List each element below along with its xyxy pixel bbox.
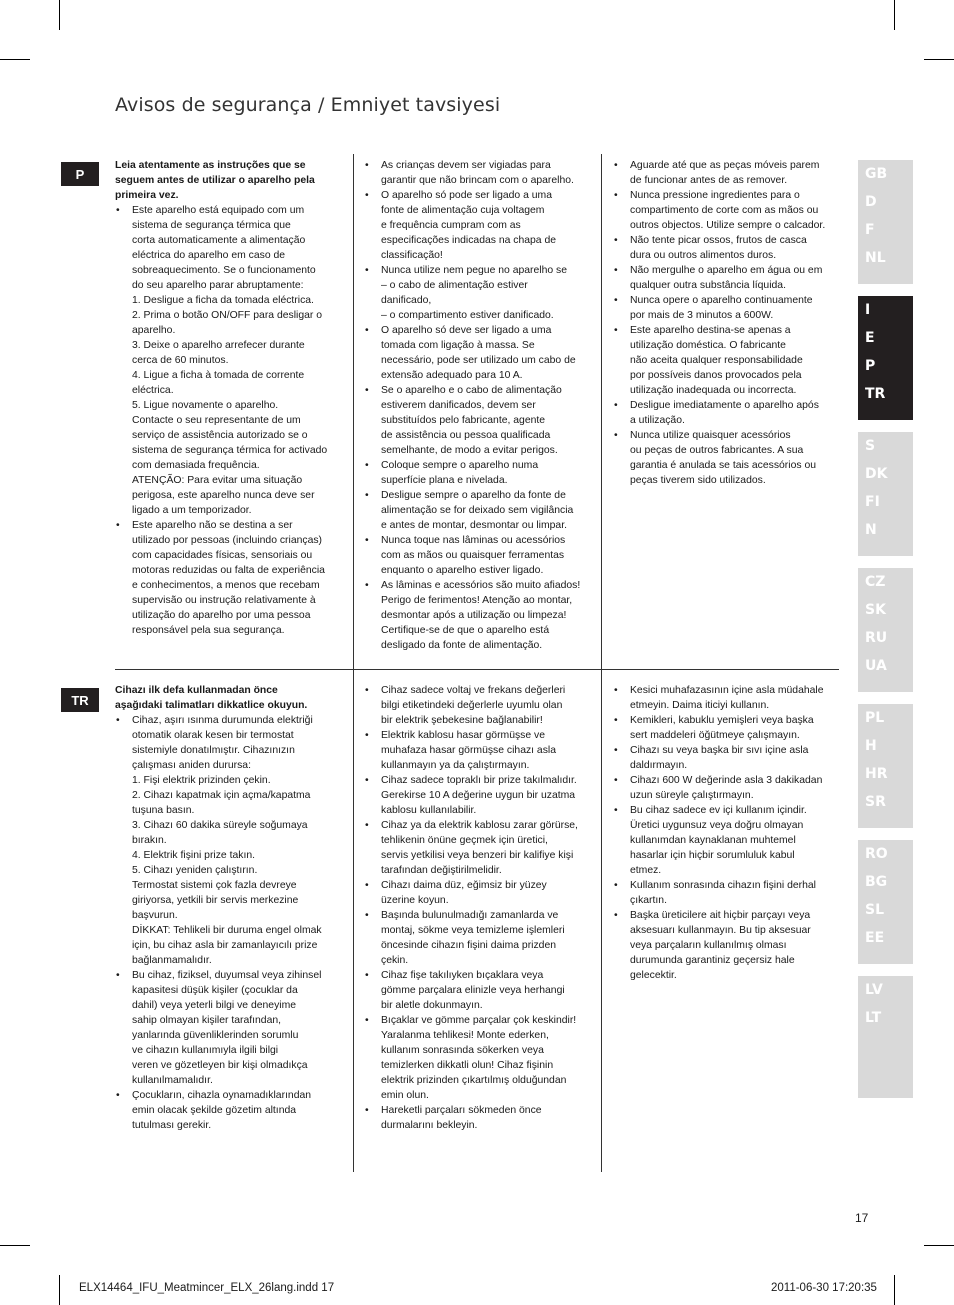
language-code: RU xyxy=(865,630,888,646)
list-item-line: sistema de segurança térmica for activado xyxy=(132,445,328,456)
list-item-line: necessário, pode ser utilizado um cabo de xyxy=(381,355,576,366)
list-item-line: utilização inadequada ou incorrecta. xyxy=(630,385,797,396)
list-item-line: uzun süreyle çalıştırmayın. xyxy=(630,790,754,801)
language-code: TR xyxy=(865,386,886,402)
language-code: P xyxy=(865,358,876,374)
section-p-col-3 xyxy=(613,158,841,488)
language-code: CZ xyxy=(865,574,886,590)
list-item xyxy=(364,1013,592,1103)
language-code: SR xyxy=(865,794,886,810)
list-item xyxy=(613,743,841,773)
list-item-line: garantir que não brincam com o aparelho. xyxy=(381,175,574,186)
list-item-line: supervisão ou instrução relativamente à xyxy=(132,595,316,606)
list-item-line: • Aguarde até que as peças móveis parem xyxy=(630,160,820,171)
page-title: Avisos de segurança / Emniyet tavsiyesi xyxy=(115,94,501,116)
list-item-line: de funcionar antes de as remover. xyxy=(630,175,788,186)
crop-mark xyxy=(924,59,954,60)
list-item-line: ou peças de outros fabricantes. A sua xyxy=(630,445,804,456)
list-item-line: daldırmayın. xyxy=(630,760,688,771)
list-item-line: enquanto o aparelho estiver ligado. xyxy=(381,565,544,576)
list-item-line: estiverem danificados, devem ser xyxy=(381,400,536,411)
list-item-line: durumunda garantiniz geçersiz hale xyxy=(630,955,795,966)
list-item-line: utilização do aparelho por uma pessoa xyxy=(132,610,311,621)
list-item-line: de assistência ou pessoa qualificada xyxy=(381,430,551,441)
list-item-line: Gerekirse 10 A değerine uygun bir uzatma xyxy=(381,790,576,801)
list-item xyxy=(613,878,841,908)
list-item-line: do seu aparelho parar abruptamente: xyxy=(132,280,304,291)
list-item-line: • Cihaz sadece topraklı bir prize takılmalıdır. xyxy=(381,775,577,786)
list-item-line: • Este aparelho está equipado com um xyxy=(132,205,305,216)
list-item-line: e conhecimentos, a menos que recebam xyxy=(132,580,320,591)
list-item-line: com capacidades físicas, sensoriais ou xyxy=(132,550,313,561)
footer-datetime: 2011-06-30 17:20:35 xyxy=(771,1282,877,1294)
list-item-line: desmontar após a utilização ou limpeza! xyxy=(381,610,567,621)
list-item-line: muhafaza hasar görmüşse cihazı asla xyxy=(381,745,556,756)
list-item-line: cerca de 60 minutos. xyxy=(132,355,229,366)
list-item-line: • O aparelho só deve ser ligado a uma xyxy=(381,325,552,336)
section-p-col-2 xyxy=(364,158,592,653)
language-code: H xyxy=(865,738,877,754)
language-code: S xyxy=(865,438,876,454)
list-item xyxy=(364,488,592,533)
list-item-line: aksesuarı kullanmayın. Bu tip aksesuar xyxy=(630,925,811,936)
list-item-line: com as mãos ou quaisquer ferramentas xyxy=(381,550,565,561)
list-item-line: sobreaquecimento. Se o funcionamento xyxy=(132,265,316,276)
list-item-line: etmez. xyxy=(630,865,662,876)
list-item-line: • Başka üreticilere ait hiçbir parçayı veya xyxy=(630,910,811,921)
list-item xyxy=(364,968,592,1013)
list-item-line: – o cabo de alimentação estiver xyxy=(381,280,528,291)
list-item-line: • Kemikleri, kabuklu yemişleri veya başka xyxy=(630,715,814,726)
list-item-line: • Cihazı daima düz, eğimsiz bir yüzey xyxy=(381,880,547,891)
language-code: I xyxy=(865,302,871,318)
list-item-line: öncesinde cihazın fişini daima prizden xyxy=(381,940,557,951)
section-divider xyxy=(115,669,839,670)
bullet-list xyxy=(115,203,343,638)
language-code: N xyxy=(865,522,877,538)
list-item-line: • Başında bulunulmadığı zamanlarda ve xyxy=(381,910,559,921)
list-item xyxy=(115,1088,343,1133)
list-item-line: 4. Ligue a ficha à tomada de corrente xyxy=(132,370,305,381)
list-item-line: • Nunca pressione ingredientes para o xyxy=(630,190,800,201)
list-item-line: 4. Elektrik fişini prize takın. xyxy=(132,850,255,861)
list-item-line: • Não tente picar ossos, frutos de casca xyxy=(630,235,807,246)
list-item-line: tutulması gerekir. xyxy=(132,1120,212,1131)
list-item-line: extensão adequado para 10 A. xyxy=(381,370,523,381)
list-item-line: compartimento de corte com as mãos ou xyxy=(630,205,819,216)
list-item xyxy=(364,728,592,773)
list-item xyxy=(613,428,841,488)
list-item-line: 3. Deixe o aparelho arrefecer durante xyxy=(132,340,305,351)
list-item-line: sistema de segurança térmica que xyxy=(132,220,291,231)
section-label-p: P xyxy=(61,162,99,186)
crop-mark xyxy=(59,1275,60,1305)
list-item-line: • As lâminas e acessórios são muito afiados! xyxy=(381,580,581,591)
list-item-line: 3. Cihazı 60 dakika süreyle soğumaya xyxy=(132,820,308,831)
list-item xyxy=(364,878,592,908)
list-item-line: peças tiverem sido utilizados. xyxy=(630,475,766,486)
list-item-line: a utilização. xyxy=(630,415,685,426)
list-item-line: e antes de montar, desmontar ou limpar. xyxy=(381,520,567,531)
list-item-line: • Não mergulhe o aparelho em água ou em xyxy=(630,265,823,276)
list-item-line: üzerine koyun. xyxy=(381,895,449,906)
list-item-line: • Nunca utilize nem pegue no aparelho se xyxy=(381,265,568,276)
list-item-line: Perigo de ferimentos! Atenção ao montar, xyxy=(381,595,573,606)
list-item xyxy=(364,263,592,323)
language-code: LV xyxy=(865,982,883,998)
list-item-line: etmeyin. Daima iticiyi kullanın. xyxy=(630,700,770,711)
bullet-list xyxy=(364,683,592,1133)
list-item-line: gömme parçalara elinizle veya herhangi xyxy=(381,985,565,996)
list-item-line: bilgi etiketindeki değerlerle uyumlu olan xyxy=(381,700,563,711)
language-code: PL xyxy=(865,710,885,726)
list-item-line: • Bu cihaz, fiziksel, duyumsal veya zihinsel xyxy=(132,970,322,981)
list-item-line: perigosa, este aparelho nunca deve ser xyxy=(132,490,315,501)
language-code: RO xyxy=(865,846,888,862)
list-item-line: kullanılmamalıdır. xyxy=(132,1075,213,1086)
list-item-line: çıkartın. xyxy=(630,895,667,906)
list-item-line: kullanım sonrasında sökerken veya xyxy=(381,1045,544,1056)
list-item-line: için, bu cihaz asla bir zamanlayıcılı prize xyxy=(132,940,318,951)
language-code: D xyxy=(865,194,877,210)
intro-line: aşağıdaki talimatları dikkatlice okuyun. xyxy=(115,700,308,711)
list-item-line: sert maddeleri öğütmeye çalışmayın. xyxy=(630,730,800,741)
list-item-line: utilização doméstica. O fabricante xyxy=(630,340,786,351)
list-item-line: • Este aparelho não se destina a ser xyxy=(132,520,293,531)
column-divider xyxy=(353,670,354,1172)
section-tr-col-1 xyxy=(115,683,343,1133)
list-item-line: eléctrica. xyxy=(132,385,174,396)
list-item-line: bağlanmamalıdır. xyxy=(132,955,212,966)
list-item-line: bırakın. xyxy=(132,835,167,846)
list-item xyxy=(613,683,841,713)
list-item-line: tarafından değiştirilmelidir. xyxy=(381,865,502,876)
list-item-line: bir elektrik şebekesine bağlanabilir! xyxy=(381,715,543,726)
list-item xyxy=(364,578,592,653)
list-item-line: • O aparelho só pode ser ligado a uma xyxy=(381,190,552,201)
language-tab-group-7[interactable] xyxy=(858,976,913,1098)
list-item-line: • Cihazı su veya başka bir sıvı içine asla xyxy=(630,745,809,756)
list-item-line: Contacte o seu representante de um xyxy=(132,415,301,426)
list-item-line: responsável pela sua segurança. xyxy=(132,625,285,636)
page-number: 17 xyxy=(855,1211,869,1225)
list-item-line: especificações indicadas na chapa de xyxy=(381,235,557,246)
list-item-line: ve cihazın kullanımıyla ilgili bilgi xyxy=(132,1045,279,1056)
list-item-line: montaj, sökme veya temizleme işlemleri xyxy=(381,925,565,936)
list-item xyxy=(115,713,343,968)
list-item-line: por possíveis danos provocados pela xyxy=(630,370,802,381)
crop-mark xyxy=(59,0,60,30)
list-item-line: superfície plana e nivelada. xyxy=(381,475,508,486)
list-item-line: semelhante, de modo a evitar perigos. xyxy=(381,445,558,456)
list-item xyxy=(613,293,841,323)
list-item xyxy=(364,908,592,968)
language-tab-group-5[interactable] xyxy=(858,704,913,828)
list-item-line: • As crianças devem ser vigiadas para xyxy=(381,160,551,171)
list-item-line: • Se o aparelho e o cabo de alimentação xyxy=(381,385,562,396)
column-divider xyxy=(353,154,354,669)
language-code: NL xyxy=(865,250,886,266)
list-item-line: Üretici uygunsuz veya doğru olmayan xyxy=(630,820,804,831)
list-item-line: veya parçaların kullanılmış olması xyxy=(630,940,787,951)
list-item xyxy=(115,203,343,518)
list-item-line: • Cihaz sadece voltaj ve frekans değerleri xyxy=(381,685,566,696)
list-item xyxy=(613,803,841,878)
list-item-line: • Nunca utilize quaisquer acessórios xyxy=(630,430,791,441)
section-tr-col-2 xyxy=(364,683,592,1133)
list-item-line: • Cihaz ya da elektrik kablosu zarar görürse, xyxy=(381,820,578,831)
intro-text xyxy=(115,683,343,713)
list-item xyxy=(115,518,343,638)
intro-line: primeira vez. xyxy=(115,190,179,201)
language-tab-group-1[interactable] xyxy=(858,160,913,284)
list-item xyxy=(613,773,841,803)
list-item-line: alimentação se for deixado sem vigilância xyxy=(381,505,574,516)
list-item-line: • Nunca opere o aparelho continuamente xyxy=(630,295,813,306)
list-item-line: • Bıçaklar ve gömme parçalar çok keskindir! xyxy=(381,1015,577,1026)
list-item-line: • Desligue sempre o aparelho da fonte de xyxy=(381,490,566,501)
list-item xyxy=(613,908,841,983)
list-item-line: emin olun. xyxy=(381,1090,429,1101)
list-item xyxy=(364,323,592,383)
list-item-line: servis yetkilisi veya benzeri bir kalifiye kişi xyxy=(381,850,574,861)
list-item-line: durmalarını bekleyin. xyxy=(381,1120,478,1131)
intro-line: Leia atentamente as instruções que se xyxy=(115,160,306,171)
list-item-line: • Desligue imediatamente o aparelho após xyxy=(630,400,819,411)
crop-mark xyxy=(894,1275,895,1305)
list-item-line: ligado a um temporizador. xyxy=(132,505,252,516)
bullet-list xyxy=(364,158,592,653)
intro-text xyxy=(115,158,343,203)
list-item-line: kablosu kullanılabilir. xyxy=(381,805,477,816)
list-item-line: veren ve gözetleyen bir kişi olmadıkça xyxy=(132,1060,308,1071)
list-item-line: 5. Cihazı yeniden çalıştırın. xyxy=(132,865,258,876)
language-code: DK xyxy=(865,466,888,482)
list-item xyxy=(613,263,841,293)
list-item-line: eléctrica do aparelho em caso de xyxy=(132,250,286,261)
list-item-line: – o compartimento estiver danificado. xyxy=(381,310,554,321)
bullet-list xyxy=(613,158,841,488)
list-item-line: tuşuna basın. xyxy=(132,805,195,816)
list-item-line: dahil) veya yeterli bilgi ve deneyime xyxy=(132,1000,297,1011)
language-code: GB xyxy=(865,166,888,182)
list-item-line: Yaralanma tehlikesi! Monte ederken, xyxy=(381,1030,549,1041)
section-p-col-1 xyxy=(115,158,343,638)
list-item-line: • Kesici muhafazasının içine asla müdahale xyxy=(630,685,824,696)
language-tab-group-3[interactable] xyxy=(858,432,913,556)
list-item xyxy=(115,968,343,1088)
list-item-line: outros objectos. Utilize sempre o calcador. xyxy=(630,220,826,231)
list-item-line: hasarlar için hiçbir sorumluluk kabul xyxy=(630,850,795,861)
list-item-line: çekin. xyxy=(381,955,409,966)
list-item-line: corta automaticamente a alimentação xyxy=(132,235,306,246)
list-item-line: dura ou outros alimentos duros. xyxy=(630,250,777,261)
crop-mark xyxy=(894,0,895,30)
list-item xyxy=(364,818,592,878)
list-item-line: • Cihazı 600 W değerinde asla 3 dakikadan xyxy=(630,775,823,786)
bullet-list xyxy=(613,683,841,983)
crop-mark xyxy=(0,1245,30,1246)
list-item-line: fonte de alimentação cuja voltagem xyxy=(381,205,545,216)
list-item-line: sahip olmayan kişiler tarafından, xyxy=(132,1015,282,1026)
list-item-line: danificado, xyxy=(381,295,432,306)
list-item-line: • Çocukların, cihazla oynamadıklarından xyxy=(132,1090,312,1101)
list-item-line: tomada com ligação à massa. Se xyxy=(381,340,535,351)
list-item-line: 5. Ligue novamente o aparelho. xyxy=(132,400,279,411)
list-item-line: • Bu cihaz sadece ev içi kullanım içindir. xyxy=(630,805,807,816)
list-item-line: classificação! xyxy=(381,250,443,261)
list-item-line: otomatik olarak kesen bir termostat xyxy=(132,730,294,741)
column-divider xyxy=(601,154,602,669)
list-item xyxy=(364,533,592,578)
list-item-line: bir aletle dokunmayın. xyxy=(381,1000,483,1011)
list-item-line: • Kullanım sonrasında cihazın fişini derhal xyxy=(630,880,816,891)
list-item-line: não aceita qualquer responsabilidade xyxy=(630,355,803,366)
list-item xyxy=(364,1103,592,1133)
intro-line: Cihazı ilk defa kullanmadan önce xyxy=(115,685,278,696)
list-item-line: 1. Desligue a ficha da tomada eléctrica. xyxy=(132,295,314,306)
language-code: FI xyxy=(865,494,880,510)
list-item-line: çalışması aniden durursa: xyxy=(132,760,251,771)
list-item-line: yanlarında güvenliklerinden sorumlu xyxy=(132,1030,299,1041)
list-item-line: qualquer outra substância líquida. xyxy=(630,280,786,291)
language-tab-group-6[interactable] xyxy=(858,840,913,964)
list-item-line: • Coloque sempre o aparelho numa xyxy=(381,460,539,471)
list-item xyxy=(613,188,841,233)
list-item-line: Termostat sistemi çok fazla devreye xyxy=(132,880,297,891)
list-item-line: • Hareketli parçaları sökmeden önce xyxy=(381,1105,542,1116)
list-item-line: desligado da fonte de alimentação. xyxy=(381,640,543,651)
list-item-line: garantia é anulada se tais acessórios ou xyxy=(630,460,816,471)
language-tab-group-4[interactable] xyxy=(858,568,913,692)
list-item-line: • Elektrik kablosu hasar görmüşse ve xyxy=(381,730,546,741)
bullet-list xyxy=(115,713,343,1133)
section-label-tr: TR xyxy=(61,688,99,712)
list-item xyxy=(613,233,841,263)
language-code: E xyxy=(865,330,875,346)
list-item-line: com demasiada frequência. xyxy=(132,460,260,471)
footer-filename: ELX14464_IFU_Meatmincer_ELX_26lang.indd 17 xyxy=(79,1282,335,1294)
list-item xyxy=(613,713,841,743)
list-item-line: kullanmayın ya da çalıştırmayın. xyxy=(381,760,530,771)
list-item-line: • Este aparelho destina-se apenas a xyxy=(630,325,791,336)
list-item-line: Certifique-se de que o aparelho está xyxy=(381,625,550,636)
language-code: HR xyxy=(865,766,888,782)
list-item xyxy=(613,158,841,188)
intro-line: seguem antes de utilizar o aparelho pela xyxy=(115,175,315,186)
list-item-line: motoras reduzidas ou falta de experiência xyxy=(132,565,325,576)
column-divider xyxy=(601,670,602,1172)
list-item-line: gelecektir. xyxy=(630,970,677,981)
list-item-line: DİKKAT: Tehlikeli bir duruma engel olmak xyxy=(132,925,322,936)
list-item-line: elektrik prizinden çıkartılmış olduğundan xyxy=(381,1075,567,1086)
language-code: EE xyxy=(865,930,885,946)
list-item-line: ATENÇÃO: Para evitar uma situação xyxy=(132,475,303,486)
list-item-line: • Nunca toque nas lâminas ou acessórios xyxy=(381,535,566,546)
list-item-line: emin olacak şekilde gözetim altında xyxy=(132,1105,297,1116)
list-item-line: utilizado por pessoas (incluindo crianças) xyxy=(132,535,323,546)
language-tab-group-2[interactable] xyxy=(858,296,913,420)
language-code: F xyxy=(865,222,875,238)
list-item-line: 1. Fişi elektrik prizinden çekin. xyxy=(132,775,271,786)
list-item-line: substituídos pelo fabricante, agente xyxy=(381,415,546,426)
list-item-line: e frequência cumpram com as xyxy=(381,220,521,231)
list-item-line: 2. Cihazı kapatmak için açma/kapatma xyxy=(132,790,311,801)
list-item-line: sistemiyle donatılmıştır. Cihazınızın xyxy=(132,745,295,756)
list-item xyxy=(364,683,592,728)
list-item-line: 2. Prima o botão ON/OFF para desligar o xyxy=(132,310,322,321)
language-code: LT xyxy=(865,1010,882,1026)
list-item xyxy=(364,383,592,458)
language-code: SL xyxy=(865,902,885,918)
list-item-line: kapasitesi düşük kişiler (çocuklar da xyxy=(132,985,298,996)
list-item-line: aparelho. xyxy=(132,325,176,336)
list-item-line: • Cihaz fişe takılıyken bıçaklara veya xyxy=(381,970,544,981)
list-item xyxy=(364,458,592,488)
list-item xyxy=(364,773,592,818)
list-item-line: serviço de assistência autorizado se o xyxy=(132,430,308,441)
language-code: SK xyxy=(865,602,886,618)
crop-mark xyxy=(924,1245,954,1246)
language-code: UA xyxy=(865,658,887,674)
list-item-line: tehlikenin önüne geçmek için üretici, xyxy=(381,835,548,846)
list-item-line: • Cihaz, aşırı ısınma durumunda elektriği xyxy=(132,715,313,726)
list-item xyxy=(613,398,841,428)
list-item xyxy=(364,158,592,188)
section-tr-col-3 xyxy=(613,683,841,983)
list-item-line: temizlerken dikkatli olun! Cihaz fişinin xyxy=(381,1060,554,1071)
list-item-line: kullanımdan kaynaklanan muhtemel xyxy=(630,835,796,846)
list-item-line: giriyorsa, yetkili bir servis merkezine xyxy=(132,895,299,906)
list-item xyxy=(613,323,841,398)
list-item-line: por mais de 3 minutos a 600W. xyxy=(630,310,774,321)
list-item-line: başvurun. xyxy=(132,910,178,921)
crop-mark xyxy=(0,59,30,60)
language-code: BG xyxy=(865,874,888,890)
list-item xyxy=(364,188,592,263)
